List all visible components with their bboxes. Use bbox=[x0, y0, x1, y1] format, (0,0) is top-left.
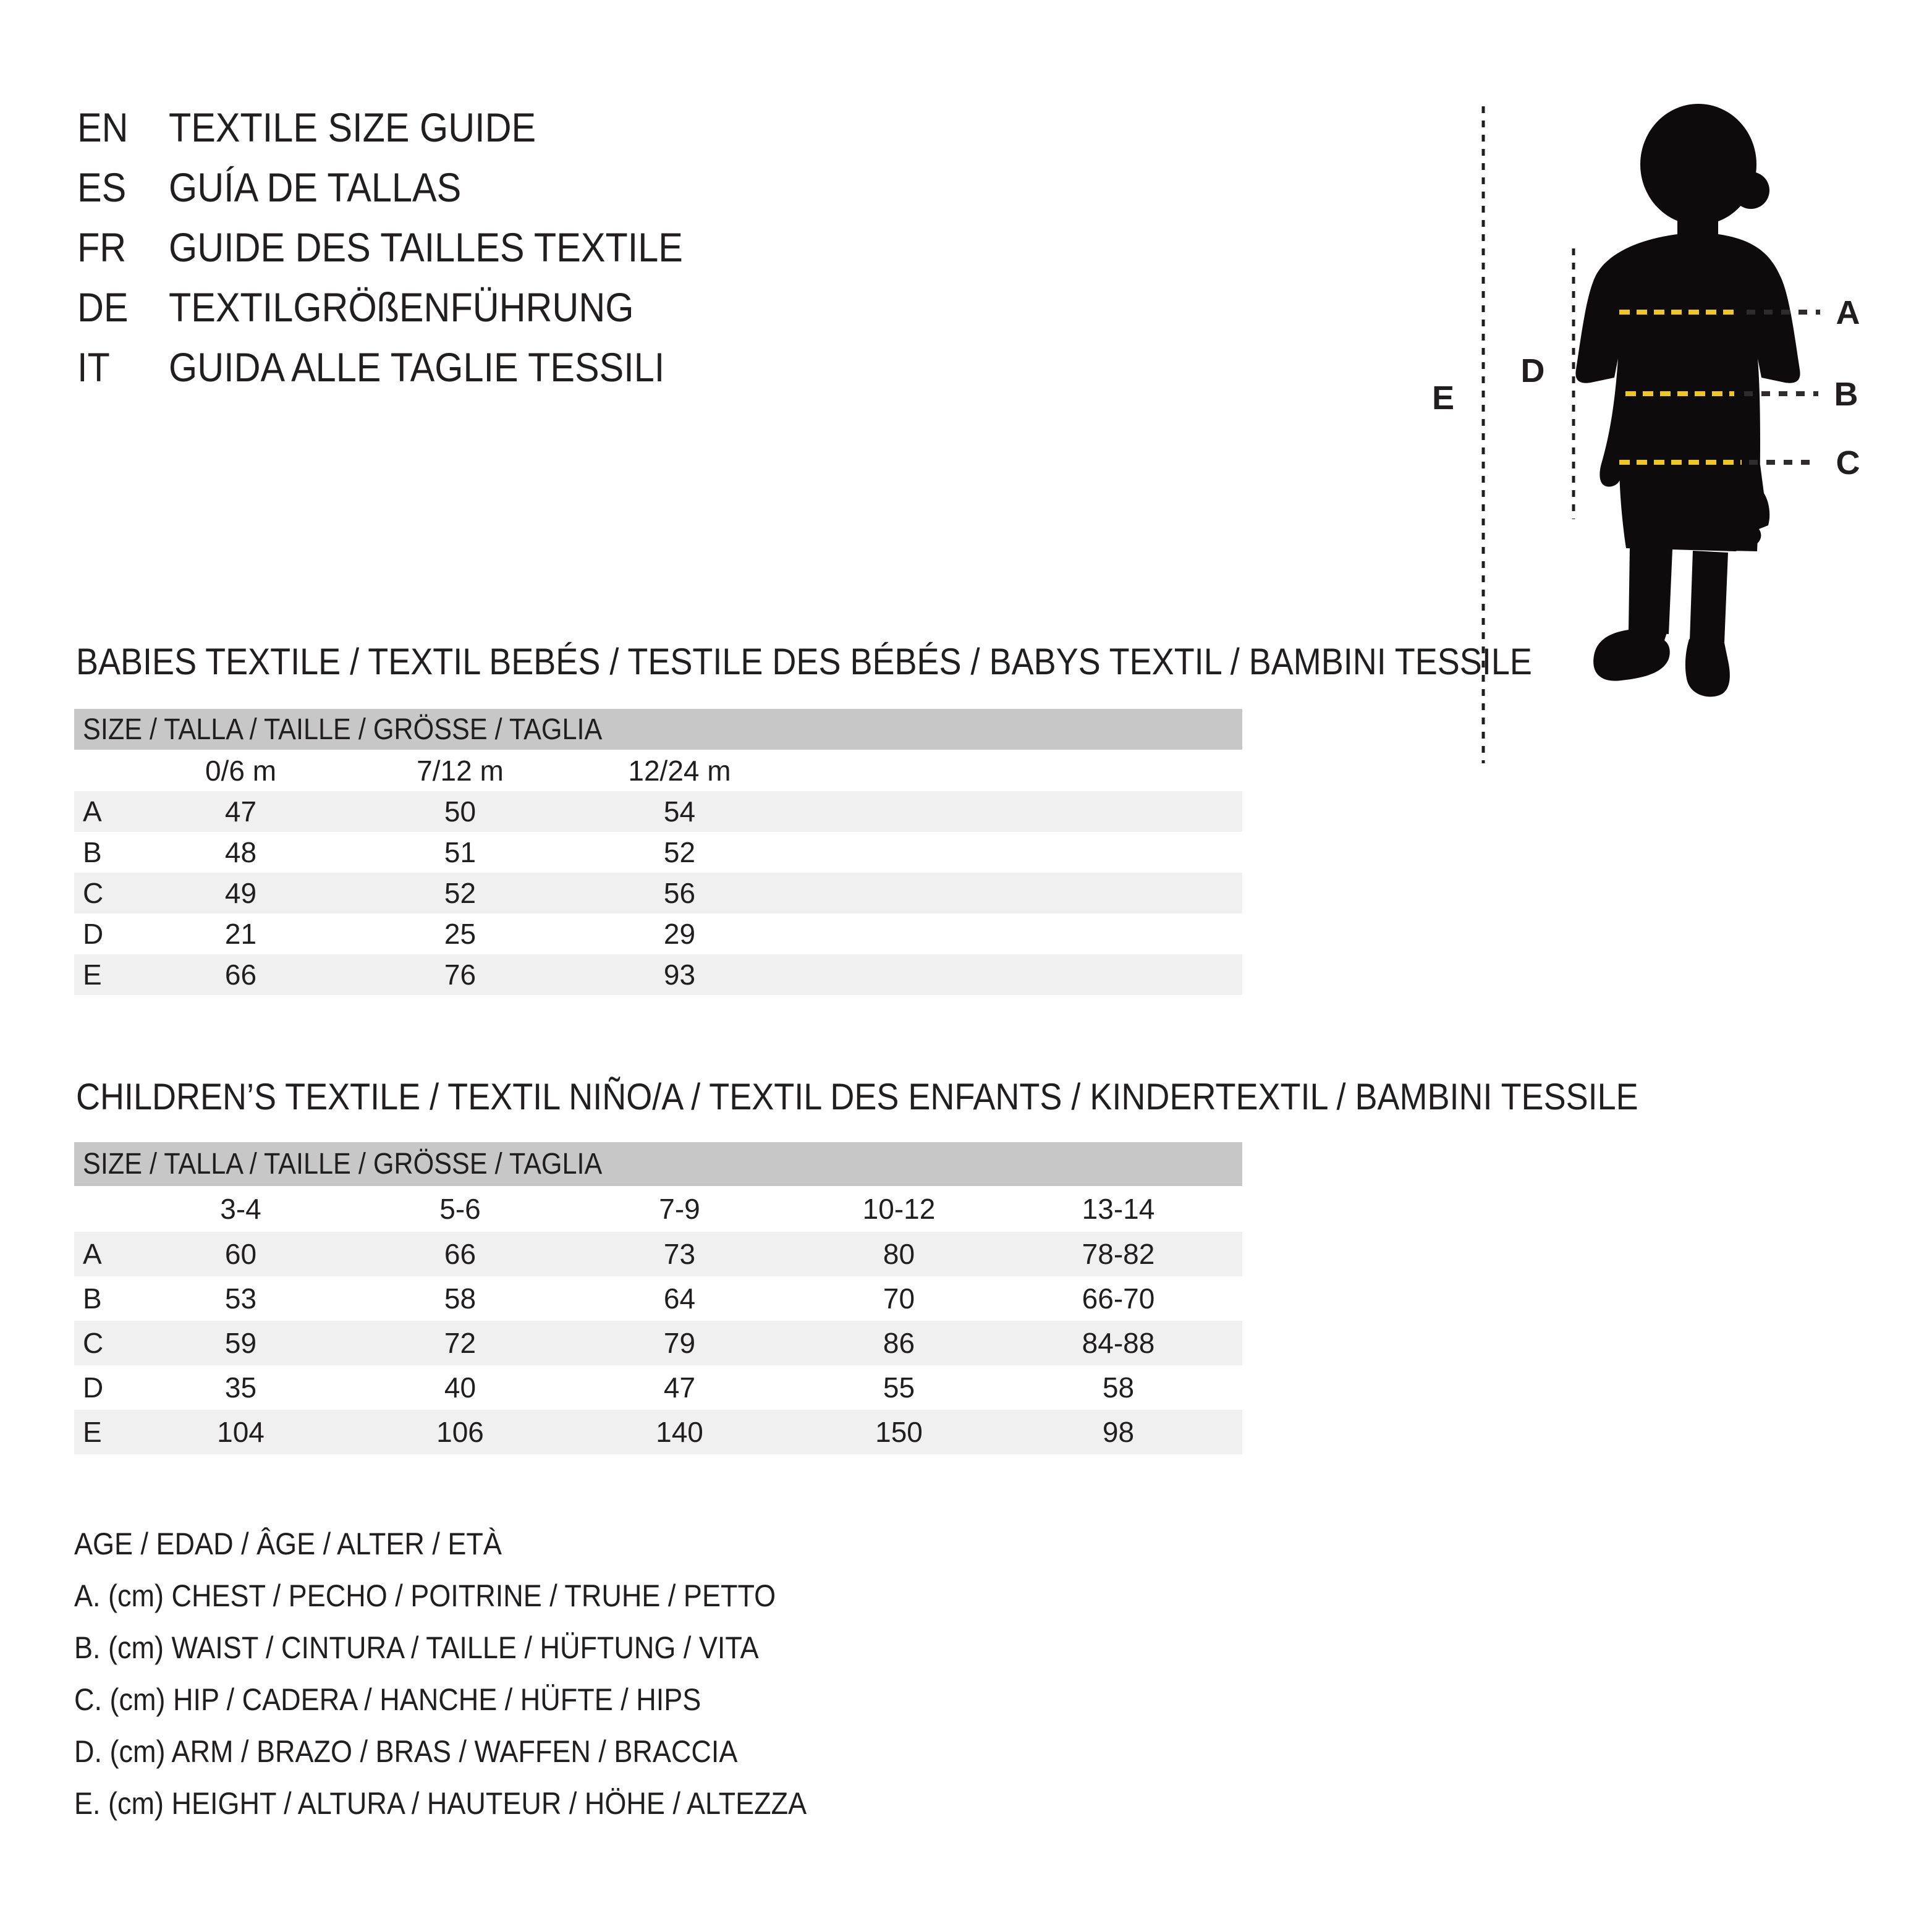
chest-label: A bbox=[1836, 294, 1860, 331]
child-silhouette-figure bbox=[1575, 104, 1800, 697]
children-column-labels bbox=[74, 1186, 1242, 1232]
table-cell: 48 bbox=[224, 836, 257, 868]
table-cell: 29 bbox=[663, 918, 696, 950]
babies-table-header-band bbox=[74, 709, 1242, 750]
legend-line-waist bbox=[74, 1622, 888, 1674]
legend-line-chest bbox=[74, 1570, 888, 1622]
table-cell: 56 bbox=[663, 877, 696, 909]
table-cell: 93 bbox=[663, 959, 696, 991]
column-label: 13-14 bbox=[1082, 1193, 1155, 1225]
table-cell: 60 bbox=[224, 1238, 257, 1270]
language-code bbox=[77, 158, 169, 218]
language-code bbox=[77, 98, 169, 158]
row-label: A bbox=[83, 795, 102, 828]
row-label: D bbox=[83, 1371, 104, 1404]
table-cell: 55 bbox=[883, 1371, 915, 1404]
table-cell: 59 bbox=[224, 1327, 257, 1359]
language-title-text: GUÍA DE TALLAS bbox=[169, 164, 462, 210]
table-row bbox=[74, 791, 1242, 832]
row-label: D bbox=[83, 918, 104, 950]
table-cell: 84-88 bbox=[1082, 1327, 1155, 1359]
table-cell: 35 bbox=[224, 1371, 257, 1404]
table-row bbox=[74, 873, 1242, 913]
legend-line-age bbox=[74, 1518, 888, 1570]
children-size-header-text: SIZE / TALLA / TAILLE / GRÖSSE / TAGLIA bbox=[83, 1148, 603, 1180]
table-row bbox=[74, 954, 1242, 995]
legend-line-height bbox=[74, 1777, 888, 1829]
table-cell: 40 bbox=[444, 1371, 477, 1404]
table-row bbox=[74, 1365, 1242, 1410]
table-cell: 70 bbox=[883, 1282, 915, 1315]
children-table-header-band bbox=[74, 1142, 1242, 1186]
language-code bbox=[77, 218, 169, 278]
row-label: B bbox=[83, 836, 102, 868]
children-section-heading-text: CHILDREN’S TEXTILE / TEXTIL NIÑO/A / TEXTIL DES ENFANTS / KINDERTEXTIL / BAMBINI TESSILE bbox=[76, 1076, 1638, 1117]
language-code-text: IT bbox=[77, 344, 110, 390]
table-cell: 86 bbox=[883, 1327, 915, 1359]
table-cell: 21 bbox=[224, 918, 257, 950]
babies-size-header-text: SIZE / TALLA / TAILLE / GRÖSSE / TAGLIA bbox=[83, 713, 603, 746]
arm-label: D bbox=[1520, 352, 1545, 389]
height-label: E bbox=[1431, 379, 1455, 417]
table-cell: 54 bbox=[663, 795, 696, 828]
table-row bbox=[74, 1232, 1242, 1276]
language-title-text: GUIDA ALLE TAGLIE TESSILI bbox=[169, 344, 665, 390]
table-row bbox=[74, 1276, 1242, 1321]
table-cell: 52 bbox=[444, 877, 477, 909]
row-label: C bbox=[83, 877, 104, 909]
language-title-text: TEXTILGRÖßENFÜHRUNG bbox=[169, 284, 634, 330]
table-cell: 66 bbox=[444, 1238, 477, 1270]
language-title bbox=[169, 98, 740, 158]
language-title-text: GUIDE DES TAILLES TEXTILE bbox=[169, 224, 683, 270]
table-cell: 51 bbox=[444, 836, 477, 868]
table-cell: 140 bbox=[656, 1416, 703, 1448]
table-row bbox=[74, 832, 1242, 873]
table-cell: 73 bbox=[663, 1238, 696, 1270]
row-label: C bbox=[83, 1327, 104, 1359]
column-label: 5-6 bbox=[439, 1193, 481, 1225]
column-label: 7-9 bbox=[659, 1193, 700, 1225]
babies-section-heading-text: BABIES TEXTILE / TEXTIL BEBÉS / TESTILE DES BÉBÉS / BABYS TEXTIL / BAMBINI TESSILE bbox=[76, 641, 1532, 682]
table-cell: 66-70 bbox=[1082, 1282, 1155, 1315]
row-label: B bbox=[83, 1282, 102, 1315]
babies-section-heading bbox=[76, 643, 1694, 681]
row-label: E bbox=[83, 1416, 102, 1448]
table-cell: 150 bbox=[875, 1416, 923, 1448]
column-label: 12/24 m bbox=[628, 754, 731, 787]
table-cell: 76 bbox=[444, 959, 477, 991]
row-label: A bbox=[83, 1238, 102, 1270]
table-cell: 47 bbox=[663, 1371, 696, 1404]
language-code bbox=[77, 337, 169, 397]
language-title bbox=[169, 278, 740, 337]
children-section-heading bbox=[76, 1078, 1812, 1116]
babies-size-table bbox=[74, 709, 1242, 995]
table-cell: 80 bbox=[883, 1238, 915, 1270]
table-row bbox=[74, 913, 1242, 954]
table-cell: 104 bbox=[217, 1416, 265, 1448]
legend-line-text: C. (cm) HIP / CADERA / HANCHE / HÜFTE / HIPS bbox=[74, 1682, 701, 1717]
table-cell: 49 bbox=[224, 877, 257, 909]
language-code-text: EN bbox=[77, 104, 129, 150]
legend-line-text: D. (cm) ARM / BRAZO / BRAS / WAFFEN / BRACCIA bbox=[74, 1734, 738, 1769]
table-row bbox=[74, 1410, 1242, 1454]
language-title bbox=[169, 218, 740, 278]
legend-line-text: B. (cm) WAIST / CINTURA / TAILLE / HÜFTUNG / VITA bbox=[74, 1630, 759, 1665]
table-cell: 79 bbox=[663, 1327, 696, 1359]
language-code-text: ES bbox=[77, 164, 127, 210]
table-row bbox=[74, 1321, 1242, 1365]
language-code bbox=[77, 278, 169, 337]
measurement-legend bbox=[74, 1518, 888, 1829]
legend-line-text: AGE / EDAD / ÂGE / ALTER / ETÀ bbox=[74, 1527, 502, 1561]
row-label: E bbox=[83, 959, 102, 991]
children-size-table bbox=[74, 1142, 1242, 1454]
language-list bbox=[77, 98, 740, 397]
table-cell: 58 bbox=[444, 1282, 477, 1315]
table-cell: 58 bbox=[1102, 1371, 1135, 1404]
table-cell: 78-82 bbox=[1082, 1238, 1155, 1270]
waist-label: B bbox=[1834, 376, 1858, 413]
column-label: 0/6 m bbox=[205, 754, 277, 787]
legend-line-text: A. (cm) CHEST / PECHO / POITRINE / TRUHE / PETTO bbox=[74, 1578, 776, 1613]
column-label: 3-4 bbox=[220, 1193, 261, 1225]
language-title bbox=[169, 337, 740, 397]
column-label: 10-12 bbox=[862, 1193, 936, 1225]
table-cell: 98 bbox=[1102, 1416, 1135, 1448]
hip-label: C bbox=[1836, 444, 1860, 481]
table-cell: 50 bbox=[444, 795, 477, 828]
legend-line-text: E. (cm) HEIGHT / ALTURA / HAUTEUR / HÖHE / ALTEZZA bbox=[74, 1786, 807, 1821]
table-cell: 25 bbox=[444, 918, 477, 950]
language-code-text: FR bbox=[77, 224, 127, 270]
table-cell: 72 bbox=[444, 1327, 477, 1359]
language-title bbox=[169, 158, 740, 218]
table-cell: 47 bbox=[224, 795, 257, 828]
language-title-text: TEXTILE SIZE GUIDE bbox=[169, 104, 536, 150]
language-code-text: DE bbox=[77, 284, 129, 330]
table-cell: 53 bbox=[224, 1282, 257, 1315]
babies-column-labels bbox=[74, 750, 1242, 791]
table-cell: 52 bbox=[663, 836, 696, 868]
legend-line-arm bbox=[74, 1726, 888, 1777]
table-cell: 66 bbox=[224, 959, 257, 991]
legend-line-hip bbox=[74, 1674, 888, 1726]
table-cell: 64 bbox=[663, 1282, 696, 1315]
table-cell: 106 bbox=[436, 1416, 484, 1448]
column-label: 7/12 m bbox=[417, 754, 504, 787]
